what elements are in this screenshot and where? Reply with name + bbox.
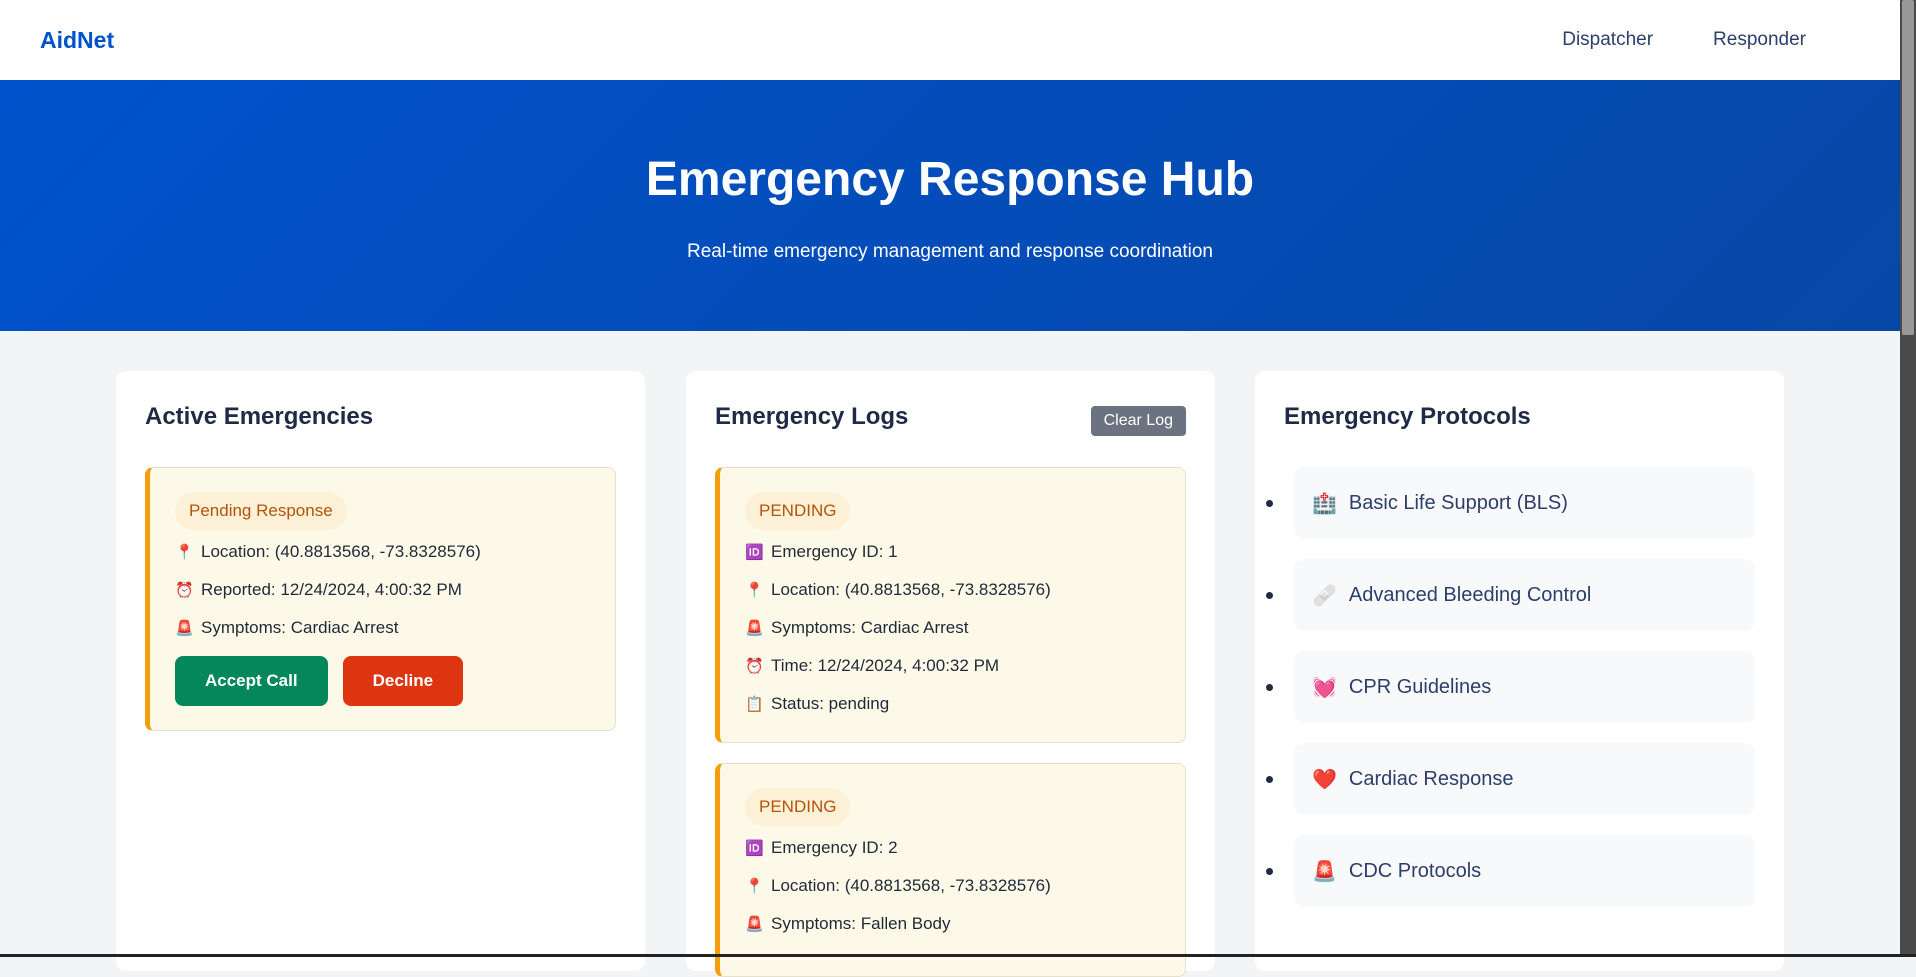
heart-icon: ❤️ [1312,768,1337,791]
navbar [0,0,1900,80]
emergency-protocols-card [1255,371,1784,971]
clipboard-icon: 📋 [745,696,764,713]
protocol-label: Advanced Bleeding Control [1348,583,1592,606]
protocol-label: Basic Life Support (BLS) [1348,491,1568,514]
bandage-icon: 🩹 [1312,584,1337,607]
time-text: Time: 12/24/2024, 4:00:32 PM [771,656,1000,675]
clear-log-button[interactable]: Clear Log [1091,406,1186,436]
pin-icon: 📍 [175,544,194,561]
alarm-clock-icon: ⏰ [745,658,764,675]
status-badge: PENDING [745,788,850,826]
scrollbar[interactable] [1900,0,1916,957]
protocol-item-bleeding[interactable] [1284,559,1755,631]
alarm-clock-icon: ⏰ [175,582,194,599]
protocol-item-bls[interactable] [1284,467,1755,539]
protocol-item-cdc[interactable] [1284,835,1755,907]
beating-heart-icon: 💓 [1312,676,1337,699]
page-subtitle: Real-time emergency management and response coordination [687,241,1213,262]
card-title: Emergency Protocols [1284,403,1531,430]
status-badge: PENDING [745,492,850,530]
emergency-card [145,467,616,731]
protocol-label: CDC Protocols [1348,859,1482,882]
location-text: Location: (40.8813568, -73.8328576) [771,580,1051,599]
symptoms-text: Symptoms: Cardiac Arrest [201,618,399,637]
pin-icon: 📍 [745,582,764,599]
status-badge: Pending Response [175,492,347,530]
emergency-logs-card [686,371,1215,971]
page-title: Emergency Response Hub [645,153,1255,206]
nav-dispatcher[interactable]: Dispatcher [1562,29,1654,50]
location-text: Location: (40.8813568, -73.8328576) [771,876,1051,895]
pin-icon: 📍 [745,878,764,895]
protocol-item-cpr[interactable] [1284,651,1755,723]
decline-button[interactable]: Decline [343,656,463,706]
log-entry [715,763,1186,977]
symptoms-text: Symptoms: Cardiac Arrest [771,618,969,637]
scrollbar-thumb[interactable] [1902,0,1914,335]
location-text: Location: (40.8813568, -73.8328576) [201,542,481,561]
reported-text: Reported: 12/24/2024, 4:00:32 PM [201,580,462,599]
card-title: Active Emergencies [145,403,374,430]
id-icon: 🆔 [745,544,764,561]
siren-icon: 🚨 [745,916,764,933]
card-title: Emergency Logs [715,403,909,430]
siren-icon: 🚨 [745,620,764,637]
siren-icon: 🚨 [1312,860,1337,883]
symptoms-text: Symptoms: Fallen Body [771,914,951,933]
hospital-icon: 🏥 [1312,492,1337,515]
protocol-label: Cardiac Response [1348,767,1514,790]
brand-logo[interactable]: AidNet [40,26,115,53]
id-icon: 🆔 [745,840,764,857]
id-text: Emergency ID: 2 [771,838,898,857]
protocol-item-cardiac[interactable] [1284,743,1755,815]
siren-icon: 🚨 [175,620,194,637]
protocol-label: CPR Guidelines [1348,675,1492,698]
nav-responder[interactable]: Responder [1713,29,1806,50]
log-entry [715,467,1186,743]
accept-call-button[interactable]: Accept Call [175,656,328,706]
hero-banner [0,80,1900,331]
status-text: Status: pending [771,694,890,713]
active-emergencies-card [116,371,645,971]
id-text: Emergency ID: 1 [771,542,898,561]
